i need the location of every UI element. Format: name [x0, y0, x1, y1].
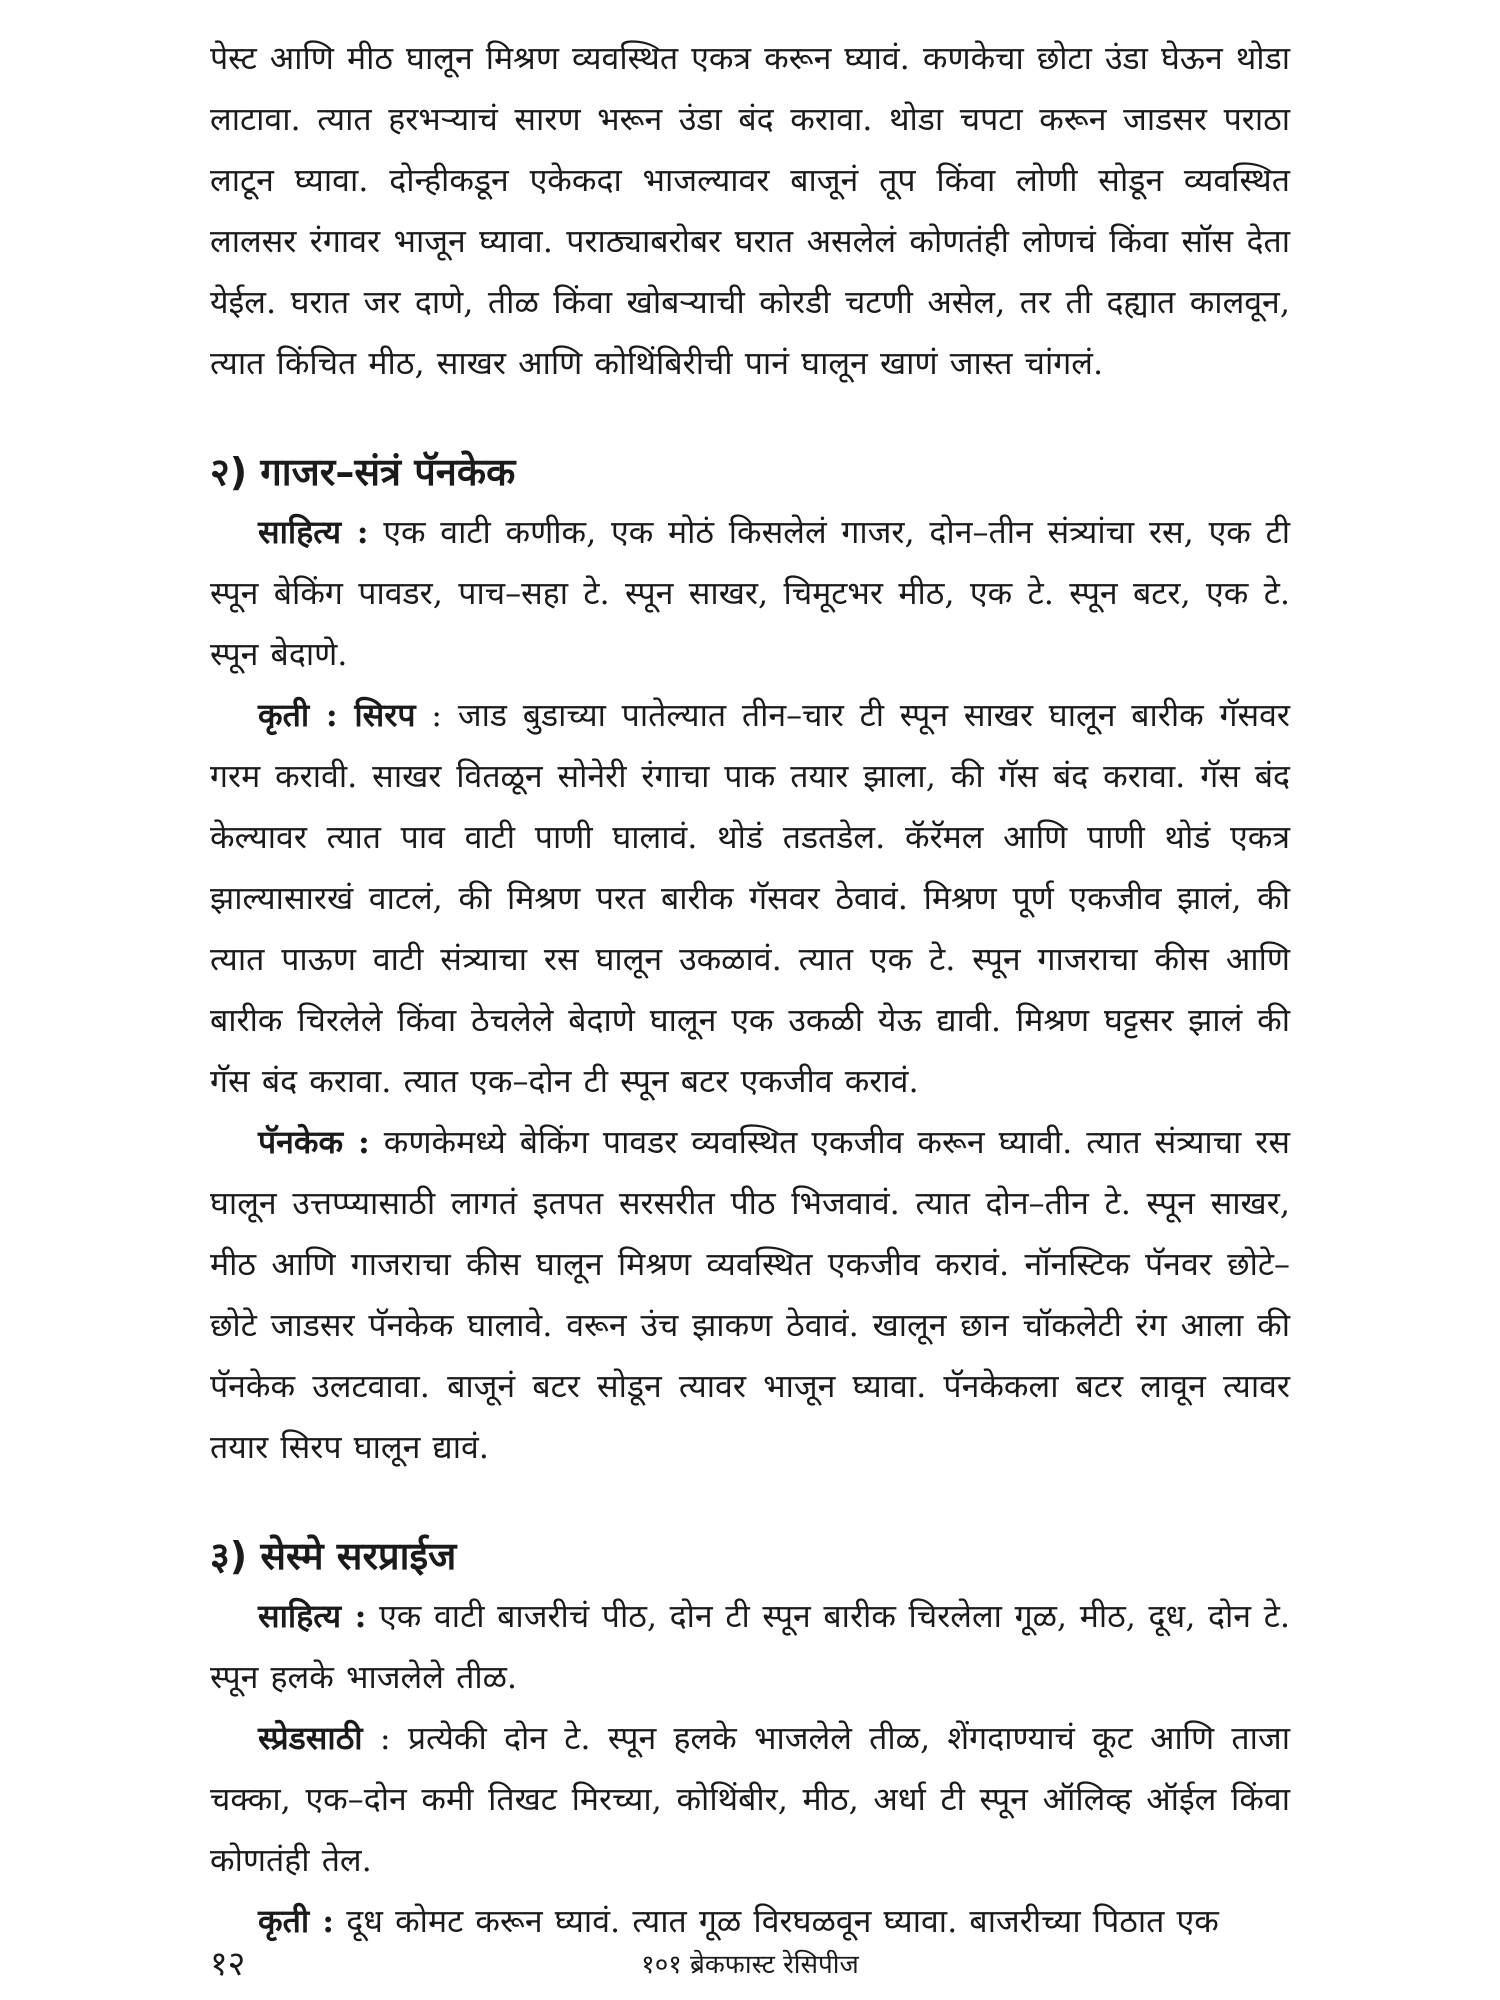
spread-label: स्प्रेडसाठी	[258, 1719, 363, 1757]
ingredients-text: एक वाटी कणीक, एक मोठं किसलेलं गाजर, दोन–तीन संत्र्यांचा रस, एक टी स्पून बेकिंग पावडर, पाच–सहा टे. स्पून साखर, चिमूटभर मीठ, एक टे. स्पून बटर, एक टे. स्पून बेदाणे.	[210, 513, 1290, 673]
pancake-label: पॅनकेक :	[258, 1123, 370, 1161]
method-syrup-label: कृती : सिरप	[258, 696, 416, 734]
recipe-3-heading: ३) सेस्मे सरप्राईज	[210, 1534, 457, 1578]
page-number: १२	[210, 1944, 246, 1984]
recipe-3-method	[210, 1891, 1290, 1952]
spread-text: : प्रत्येकी दोन टे. स्पून हलके भाजलेले तीळ, शेंगदाण्याचं कूट आणि ताजा चक्का, एक–दोन कमी तिखट मिरच्या, कोथिंबीर, मीठ, अर्धा टी स्पून ऑलिव्ह ऑईल किंवा कोणतंही तेल.	[210, 1719, 1290, 1879]
intro-paragraph: पेस्ट आणि मीठ घालून मिश्रण व्यवस्थित एकत्र करून घ्यावं. कणकेचा छोटा उंडा घेऊन थोडा लाटावा. त्यात हरभऱ्याचं सारण भरून उंडा बंद करावा. थोडा चपटा करून जाडसर पराठा लाटून घ्यावा. दोन्हीकडून एकेकदा भाजल्यावर बाजूनं तूप किंवा लोणी सोडून व्यवस्थित लालसर रंगावर भाजून घ्यावा. पराठ्याबरोबर घरात असलेलं कोणतंही लोणचं किंवा सॉस देता येईल. घरात जर दाणे, तीळ किंवा खोबऱ्याची कोरडी चटणी असेल, तर ती दह्यात कालवून, त्यात किंचित मीठ, साखर आणि कोथिंबिरीची पानं घालून खाणं जास्त चांगलं.	[210, 39, 1290, 382]
pancake-text: कणकेमध्ये बेकिंग पावडर व्यवस्थित एकजीव करून घ्यावी. त्यात संत्र्याचा रस घालून उत्तप्प्यासाठी लागतं इतपत सरसरीत पीठ भिजवावं. त्यात दोन–तीन टे. स्पून साखर, मीठ आणि गाजराचा कीस घालून मिश्रण व्यवस्थित एकजीव करावं. नॉनस्टिक पॅनवर छोटे–छोटे जाडसर पॅनकेक घालावे. वरून उंच झाकण ठेवावं. खालून छान चॉकलेटी रंग आला की पॅनकेक उलटवावा. बाजूनं बटर सोडून त्यावर भाजून घ्यावा. पॅनकेकला बटर लावून त्यावर तयार सिरप घालून द्यावं.	[210, 1123, 1291, 1466]
page-body	[210, 28, 1290, 1952]
recipe-3-ingredients	[210, 1586, 1290, 1708]
ingredients-label: साहित्य :	[258, 513, 369, 551]
method-label: कृती :	[258, 1902, 335, 1940]
recipe-2-ingredients	[210, 502, 1290, 685]
recipe-2-syrup-method	[210, 685, 1290, 1112]
method-text: दूध कोमट करून घ्यावं. त्यात गूळ विरघळवून घ्यावा. बाजरीच्या पिठात एक	[334, 1902, 1219, 1940]
recipe-3-spread	[210, 1708, 1290, 1891]
recipe-2-pancake-method	[210, 1112, 1290, 1478]
ingredients-label: साहित्य :	[258, 1597, 367, 1635]
recipe-2-heading: २) गाजर–संत्रं पॅनकेक	[210, 450, 516, 494]
ingredients-text: एक वाटी बाजरीचं पीठ, दोन टी स्पून बारीक चिरलेला गूळ, मीठ, दूध, दोन टे. स्पून हलके भाजलेले तीळ.	[210, 1597, 1290, 1696]
method-syrup-text: : जाड बुडाच्या पातेल्यात तीन–चार टी स्पून साखर घालून बारीक गॅसवर गरम करावी. साखर वितळून सोनेरी रंगाचा पाक तयार झाला, की गॅस बंद करावा. गॅस बंद केल्यावर त्यात पाव वाटी पाणी घालावं. थोडं तडतडेल. कॅरॅमल आणि पाणी थोडं एकत्र झाल्यासारखं वाटलं, की मिश्रण परत बारीक गॅसवर ठेवावं. मिश्रण पूर्ण एकजीव झालं, की त्यात पाऊण वाटी संत्र्याचा रस घालून उकळावं. त्यात एक टे. स्पून गाजराचा कीस आणि बारीक चिरलेले किंवा ठेचलेले बेदाणे घालून एक उकळी येऊ द्यावी. मिश्रण घट्टसर झालं की गॅस बंद करावा. त्यात एक–दोन टी स्पून बटर एकजीव करावं.	[210, 696, 1290, 1100]
running-footer-title: १०१ ब्रेकफास्ट रेसिपीज	[641, 1950, 859, 1980]
